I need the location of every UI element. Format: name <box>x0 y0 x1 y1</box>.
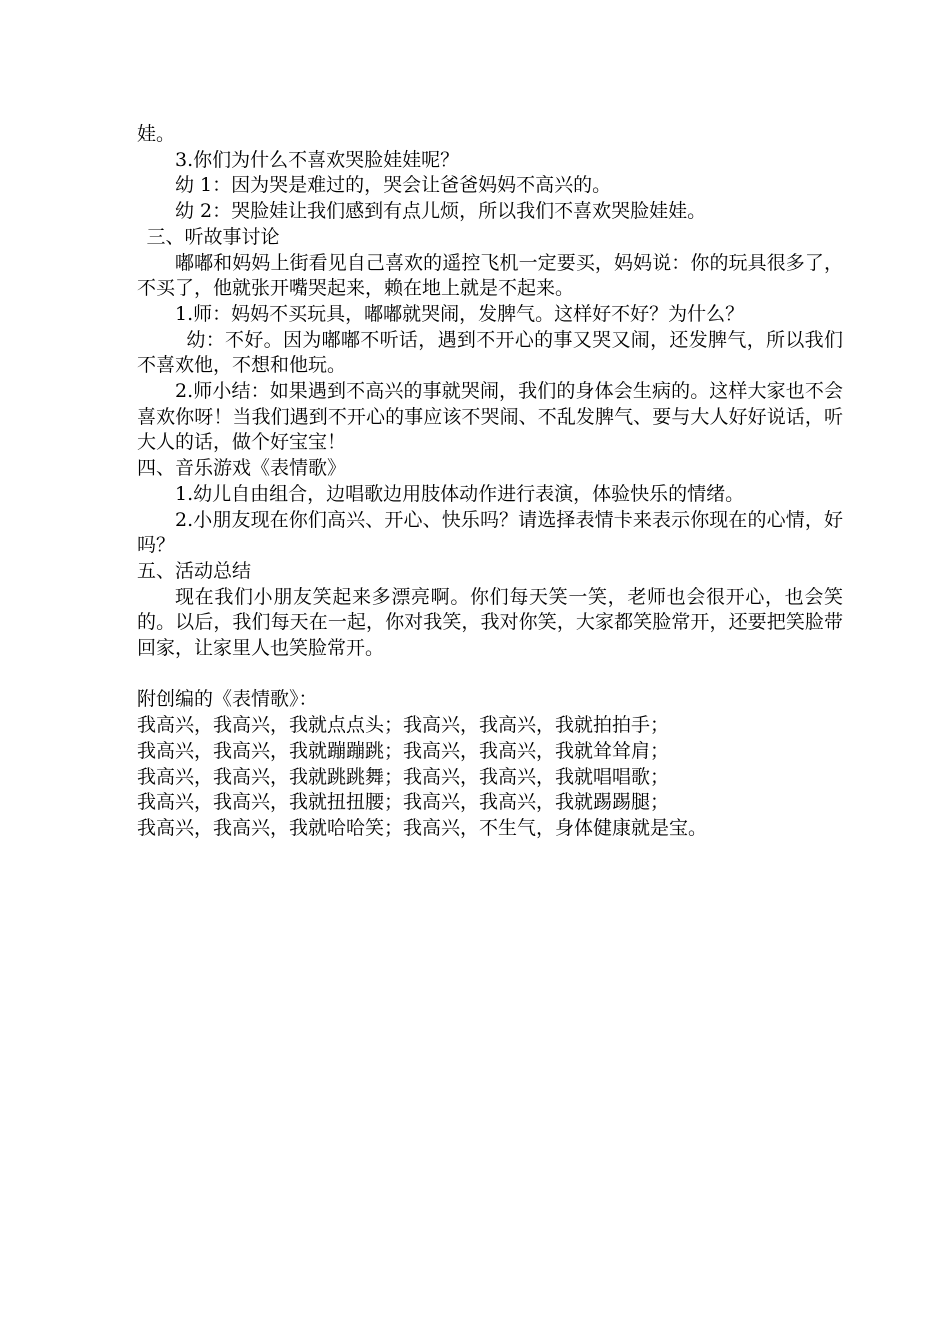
teacher-question: 1.师：妈妈不买玩具，嘟嘟就哭闹，发脾气。这样好不好？为什么？ <box>175 302 745 325</box>
child-response: 幼：不好。因为嘟嘟不听话，遇到不开心的事又哭又闹，还发脾气，所以我们不喜欢他，不想和他玩。 <box>137 328 843 377</box>
section-heading-3: 三、听故事讨论 <box>146 225 280 248</box>
song-line: 我高兴，我高兴，我就扭扭腰；我高兴，我高兴，我就踢踢腿； <box>137 791 670 814</box>
blank-line <box>137 662 843 688</box>
song-line: 我高兴，我高兴，我就跳跳舞；我高兴，我高兴，我就唱唱歌； <box>137 765 670 788</box>
music-activity-1: 1.幼儿自由组合，边唱歌边用肢体动作进行表演，体验快乐的情绪。 <box>175 482 745 505</box>
document-body <box>137 122 843 842</box>
section-heading-4: 四、音乐游戏《表情歌》 <box>137 457 347 480</box>
summary-paragraph: 现在我们小朋友笑起来多漂亮啊。你们每天笑一笑，老师也会很开心，也会笑的。以后，我们每天在一起，你对我笑，我对你笑，大家都笑脸常开，还要把笑脸带回家，让家里人也笑脸常开。 <box>137 585 843 660</box>
song-line: 我高兴，我高兴，我就蹦蹦跳；我高兴，我高兴，我就耸耸肩； <box>137 739 670 762</box>
appendix-title: 附创编的《表情歌》： <box>137 688 318 711</box>
child-answer-2: 幼 2：哭脸娃让我们感到有点儿烦，所以我们不喜欢哭脸娃娃。 <box>175 200 707 223</box>
section-heading-5: 五、活动总结 <box>137 559 252 582</box>
paragraph-continuation: 娃。 <box>137 123 176 145</box>
music-activity-2: 2.小朋友现在你们高兴、开心、快乐吗？请选择表情卡来表示你现在的心情，好吗？ <box>137 508 843 557</box>
child-answer-1: 幼 1：因为哭是难过的，哭会让爸爸妈妈不高兴的。 <box>175 174 612 197</box>
song-line: 我高兴，我高兴，我就点点头；我高兴，我高兴，我就拍拍手； <box>137 714 670 737</box>
song-line: 我高兴，我高兴，我就哈哈笑；我高兴，不生气，身体健康就是宝。 <box>137 816 708 839</box>
teacher-summary: 2.师小结：如果遇到不高兴的事就哭闹，我们的身体会生病的。这样大家也不会喜欢你呀！当我们遇到不开心的事应该不哭闹、不乱发脾气、要与大人好好说话，听大人的话，做个好宝宝！ <box>137 380 843 454</box>
question-3: 3.你们为什么不喜欢哭脸娃娃呢？ <box>175 148 460 171</box>
story-paragraph: 嘟嘟和妈妈上街看见自己喜欢的遥控飞机一定要买，妈妈说：你的玩具很多了，不买了，他就张开嘴哭起来，赖在地上就是不起来。 <box>137 251 843 300</box>
